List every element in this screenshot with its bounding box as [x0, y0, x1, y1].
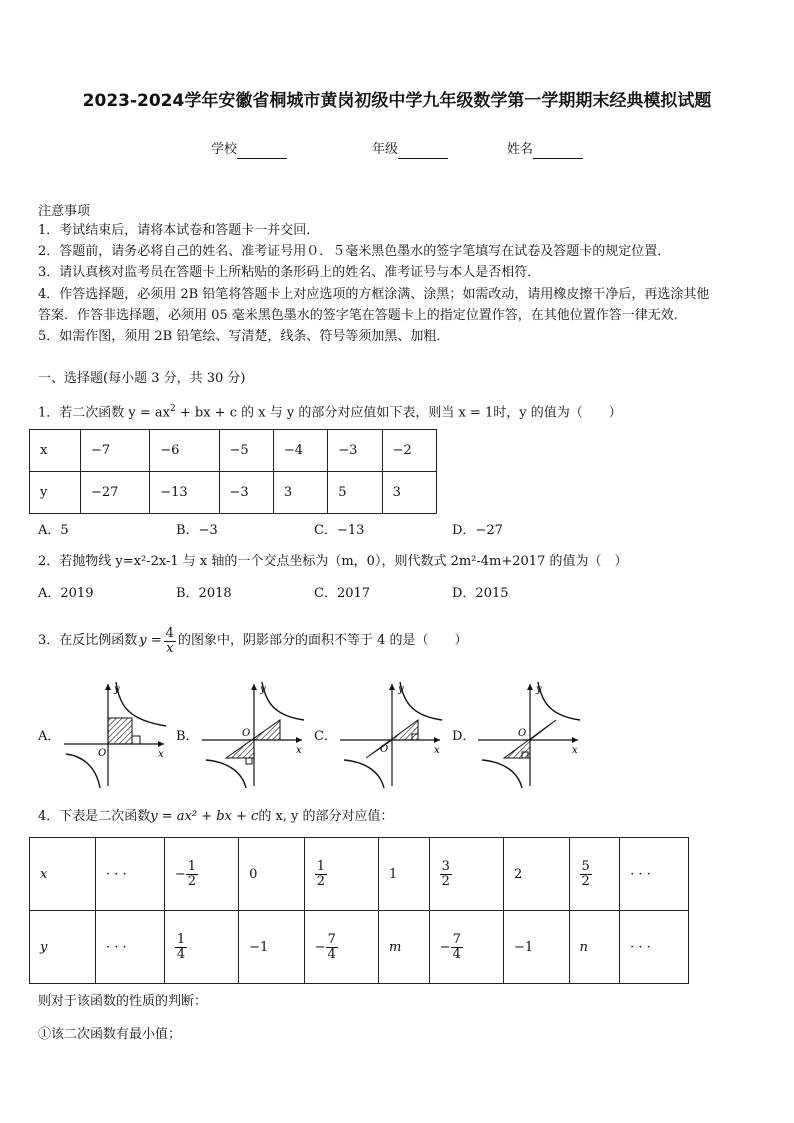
fraction-denominator: 4: [452, 946, 461, 962]
table-cell: x: [30, 838, 96, 911]
fraction-numerator: 1: [316, 858, 325, 874]
fraction-denominator: 2: [581, 873, 590, 889]
name-blank[interactable]: [533, 144, 583, 159]
table-cell: 3: [273, 472, 327, 514]
hyperbola-branch: [206, 760, 246, 788]
q3-option-b-label[interactable]: B．: [176, 729, 199, 744]
origin-label: O: [380, 744, 389, 755]
fraction-denominator: 2: [441, 873, 450, 889]
table-cell: [164, 911, 238, 984]
q3-graph-c[interactable]: [336, 678, 448, 790]
fraction-numerator: 1: [176, 931, 186, 947]
section-heading: 一、选择题(每小题 3 分，共 30 分): [38, 371, 246, 386]
q2-option-a[interactable]: A．2019: [38, 586, 94, 601]
table-cell: · · ·: [620, 911, 689, 984]
grade-blank[interactable]: [398, 144, 448, 159]
fraction-numerator: 7: [327, 931, 336, 947]
right-angle-mark: [246, 758, 252, 764]
table-cell: −7: [81, 430, 150, 472]
fraction-numerator: 1: [187, 858, 197, 874]
x-axis-label: x: [572, 745, 578, 756]
fraction-denominator: 4: [327, 946, 336, 962]
table-cell: · · ·: [96, 911, 165, 984]
q3-option-d-label[interactable]: D．: [452, 729, 476, 744]
fraction: [175, 933, 187, 962]
y-axis-label: y: [536, 684, 542, 695]
notice-item: 1．考试结束后，请将本试卷和答题卡一并交回．: [38, 223, 320, 238]
q2-option-d[interactable]: D．2015: [452, 586, 509, 601]
table-cell: [304, 838, 378, 911]
hyperbola-branch: [538, 682, 580, 720]
question-2-stem: 2．若抛物线 y=x²-2x-1 与 x 轴的一个交点坐标为（m，0），则代数式 2m²-4m+2017 的值为（ ）: [38, 554, 628, 569]
grade-label: 年级: [372, 142, 399, 157]
name-label: 姓名: [507, 142, 534, 157]
shaded-region: [226, 720, 280, 758]
question-4-stem: [38, 808, 394, 826]
fraction-denominator: 4: [176, 946, 186, 962]
table-cell: −6: [150, 430, 219, 472]
school-field[interactable]: [211, 141, 287, 159]
x-axis-arrow: [296, 737, 302, 743]
notice-item: 2．答题前，请务必将自己的姓名、准考证号用０．５毫米黑色墨水的签字笔填写在试卷及答题卡的规定位置．: [38, 244, 671, 259]
q4-text-prefix: 4．下表是二次函数: [38, 809, 151, 824]
y-axis-arrow: [105, 684, 111, 690]
right-angle-mark: [132, 736, 140, 744]
notice-item: 5．如需作图，须用 2B 铅笔绘、写清楚，线条、符号等须加黑、加粗．: [38, 329, 450, 344]
table-cell: −4: [273, 430, 327, 472]
fraction: [326, 933, 338, 962]
table-cell: 1: [378, 838, 429, 911]
fraction: [580, 860, 592, 889]
q3-graph-d[interactable]: [474, 678, 586, 790]
q3-graph-a[interactable]: [60, 678, 172, 790]
y-axis-arrow: [389, 684, 395, 690]
table-cell: −27: [81, 472, 150, 514]
q4-after-text: 则对于该函数的性质的判断：: [38, 994, 208, 1009]
q4-formula: y = ax² + bx + c: [150, 809, 259, 824]
y-axis-label: y: [114, 684, 120, 695]
table-cell: y: [30, 911, 96, 984]
fraction: [315, 860, 327, 889]
y-axis-label: y: [260, 684, 266, 695]
table-cell: −1: [503, 911, 569, 984]
fraction-numerator: 3: [441, 858, 450, 874]
table-cell: [429, 838, 503, 911]
table-row: [30, 911, 689, 984]
x-axis-arrow: [434, 737, 440, 743]
table-cell: −3: [219, 472, 273, 514]
table-cell: −5: [219, 430, 273, 472]
table-cell: −1: [239, 911, 305, 984]
q2-option-c[interactable]: C．2017: [314, 586, 371, 601]
table-cell: 5: [328, 472, 382, 514]
table-row: [30, 430, 437, 472]
fraction-numerator: 4: [165, 625, 174, 641]
fraction-denominator: 2: [316, 873, 325, 889]
x-axis-arrow: [572, 737, 578, 743]
fraction-numerator: 7: [452, 931, 461, 947]
table-cell: x: [30, 430, 81, 472]
q4-text-suffix: 的 x, y 的部分对应值：: [258, 809, 394, 824]
question-1-stem: [38, 400, 622, 422]
q3-text-suffix: 的图象中，阴影部分的面积不等于 4 的是（ ）: [177, 633, 468, 648]
fraction-numerator: 5: [581, 858, 590, 874]
origin-label: O: [98, 748, 107, 759]
x-axis-label: x: [296, 745, 302, 756]
y-axis-arrow: [251, 684, 257, 690]
notice-item: 4．作答选择题，必须用 2B 铅笔将答题卡上对应选项的方框涂满、涂黑；如需改动，请用橡皮擦干净后，再选涂其他: [38, 287, 710, 302]
table-row: [30, 472, 437, 514]
origin-label: O: [518, 728, 527, 739]
table-cell: · · ·: [96, 838, 165, 911]
x-axis-label: x: [158, 749, 164, 760]
table-cell: · · ·: [620, 838, 689, 911]
table-cell: [164, 838, 238, 911]
table-cell: y: [30, 472, 81, 514]
fraction: [451, 933, 463, 962]
table-cell: −2: [382, 430, 436, 472]
fraction-denominator: x: [166, 640, 174, 656]
q3-graph-b[interactable]: [198, 678, 310, 790]
fraction-sign: −: [174, 866, 186, 882]
q1-exponent: 2: [170, 404, 176, 414]
table-cell: [569, 838, 620, 911]
y-axis-arrow: [527, 684, 533, 690]
name-field[interactable]: [507, 141, 583, 159]
table-cell: m: [378, 911, 429, 984]
x-axis-arrow: [158, 741, 164, 747]
table-cell: −3: [328, 430, 382, 472]
hyperbola-branch: [262, 682, 304, 720]
q1-option-c[interactable]: C．−13: [314, 523, 365, 538]
hyperbola-branch: [344, 760, 384, 788]
table-cell: −13: [150, 472, 219, 514]
shaded-region: [108, 718, 132, 744]
grade-field[interactable]: [372, 141, 448, 159]
table-cell: [304, 911, 378, 984]
school-blank[interactable]: [237, 144, 287, 159]
fraction-sign: −: [314, 939, 326, 955]
table-cell: n: [569, 911, 620, 984]
fraction: [440, 860, 452, 889]
x-axis-label: x: [434, 745, 440, 756]
hyperbola-branch: [66, 754, 100, 788]
y-axis-label: y: [398, 684, 404, 695]
notice-heading: 注意事项: [38, 204, 91, 219]
q4-item-1: ①该二次函数有最小值；: [38, 1027, 182, 1042]
q3-y-equals: y =: [139, 633, 162, 648]
q1-option-d[interactable]: D．−27: [452, 523, 503, 538]
fraction-sign: −: [439, 939, 451, 955]
notice-item: 答案．作答非选择题，必须用 05 毫米黑色墨水的签字笔在答题卡上的指定位置作答，在其他位置作答一律无效．: [38, 308, 687, 323]
table-cell: 2: [503, 838, 569, 911]
q3-fraction: [164, 627, 176, 656]
q3-option-c-label[interactable]: C．: [314, 729, 337, 744]
table-row: [30, 838, 689, 911]
school-label: 学校: [211, 142, 238, 157]
q2-option-b[interactable]: B．2018: [176, 586, 232, 601]
q1-option-a[interactable]: A．5: [38, 523, 69, 538]
fraction-denominator: 2: [187, 873, 197, 889]
table-cell: 0: [239, 838, 305, 911]
hyperbola-branch: [400, 682, 442, 720]
hyperbola-branch: [482, 760, 522, 788]
q4-value-table: [29, 837, 689, 984]
table-cell: [429, 911, 503, 984]
q3-option-a-label[interactable]: A．: [38, 729, 61, 744]
page-title: 2023-2024学年安徽省桐城市黄岗初级中学九年级数学第一学期期末经典模拟试题: [82, 91, 712, 111]
q1-text-prefix: 1．若二次函数 y = ax: [38, 405, 170, 421]
fraction: [186, 860, 198, 889]
table-cell: 3: [382, 472, 436, 514]
q1-value-table: [29, 429, 437, 514]
origin-label: O: [242, 728, 251, 739]
question-3-stem: [38, 626, 467, 656]
q3-text-prefix: 3．在反比例函数: [38, 633, 138, 648]
notice-item: 3．请认真核对监考员在答题卡上所粘贴的条形码上的姓名、准考证号与本人是否相符．: [38, 265, 541, 280]
q1-option-b[interactable]: B．−3: [176, 523, 218, 538]
q1-text-rest: + bx + c 的 x 与 y 的部分对应值如下表，则当 x = 1时，y 的值为（ ）: [175, 405, 622, 421]
